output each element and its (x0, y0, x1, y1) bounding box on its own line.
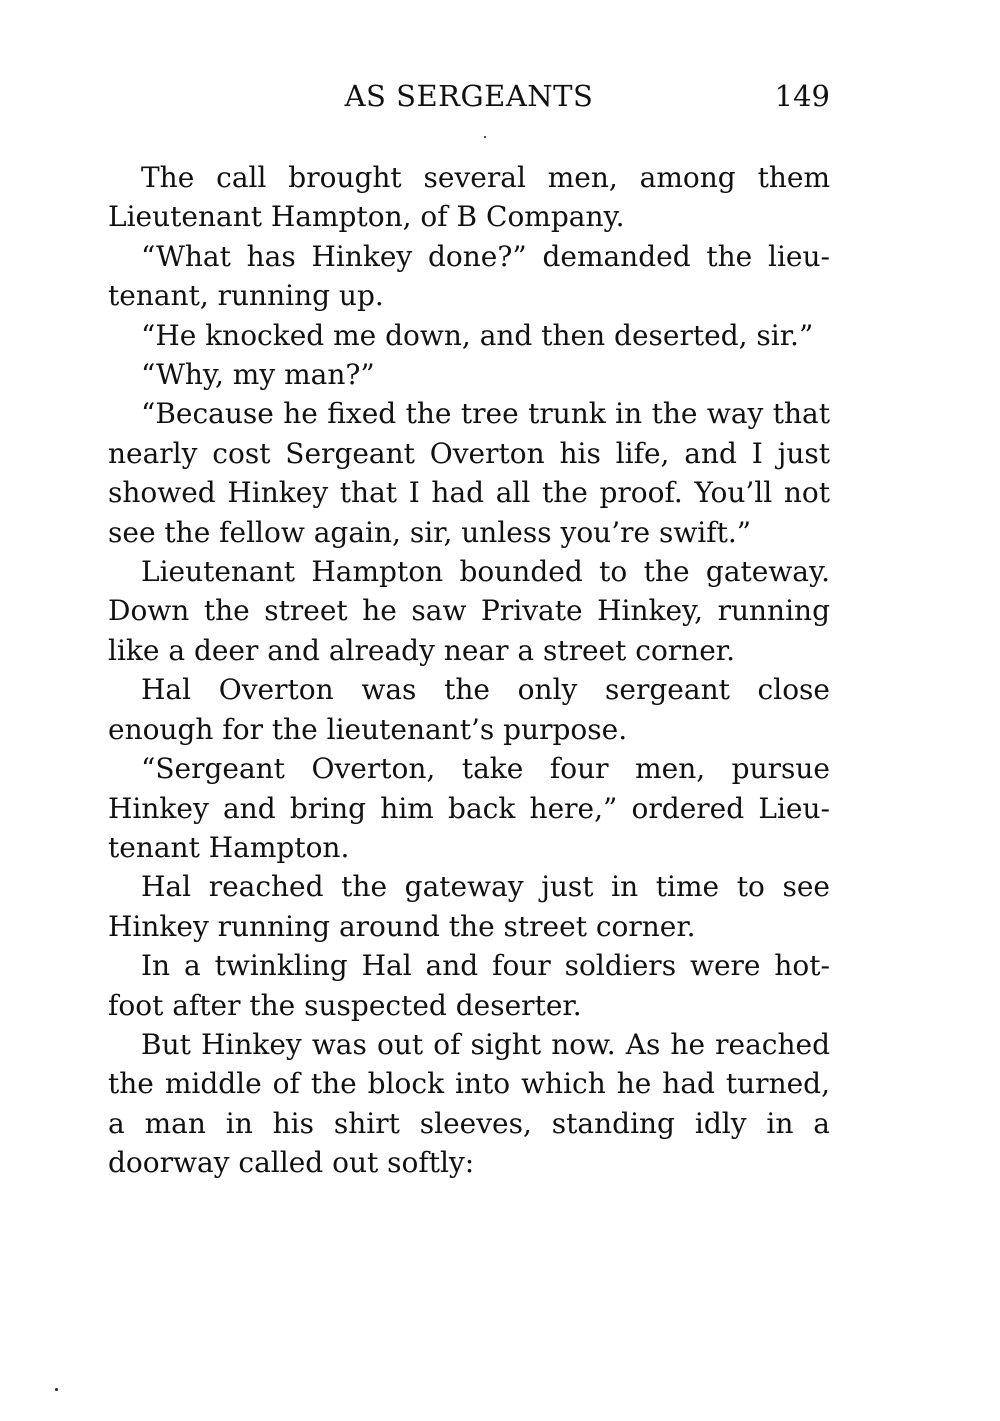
paragraph: “Why, my man?” (141, 358, 375, 392)
paragraph: “What has Hinkey done?” demanded the lieutenant, running up. (108, 239, 830, 313)
body-text (108, 158, 830, 1183)
print-speck (484, 136, 486, 138)
paragraph: The call brought several men, among them Lieutenant Hampton, of B Company. (108, 161, 830, 234)
paragraph: “Because he fixed the tree trunk in the way that nearly cost Sergeant Overton his life, and I just showed Hinkey that I had all the proof. You’ll not see the fellow again, sir, unless you’re swift.” (108, 397, 830, 549)
running-head (108, 76, 830, 116)
paragraph: Hal reached the gateway just in time to see Hinkey running around the street corner. (108, 870, 830, 943)
paragraph: In a twinkling Hal and four soldiers were hotfoot after the suspected deserter. (108, 949, 830, 1022)
paragraph: Hal Overton was the only sergeant close enough for the lieutenant’s purpose. (108, 673, 830, 746)
page-number: 149 (774, 79, 830, 113)
paragraph: “He knocked me down, and then deserted, sir.” (141, 318, 814, 352)
print-speck (55, 1388, 58, 1391)
chapter-title: AS SERGEANTS (344, 79, 594, 113)
paragraph: Lieutenant Hampton bounded to the gateway. Down the street he saw Private Hinkey, running like a deer and already near a street corner. (108, 555, 830, 667)
paragraph: “Sergeant Overton, take four men, pursue Hinkey and bring him back here,” ordered Lieutenant Hampton. (108, 752, 830, 864)
paragraph: But Hinkey was out of sight now. As he reached the middle of the block into which he had turned, a man in his shirt sleeves, standing idly in a doorway called out softly: (108, 1027, 830, 1180)
